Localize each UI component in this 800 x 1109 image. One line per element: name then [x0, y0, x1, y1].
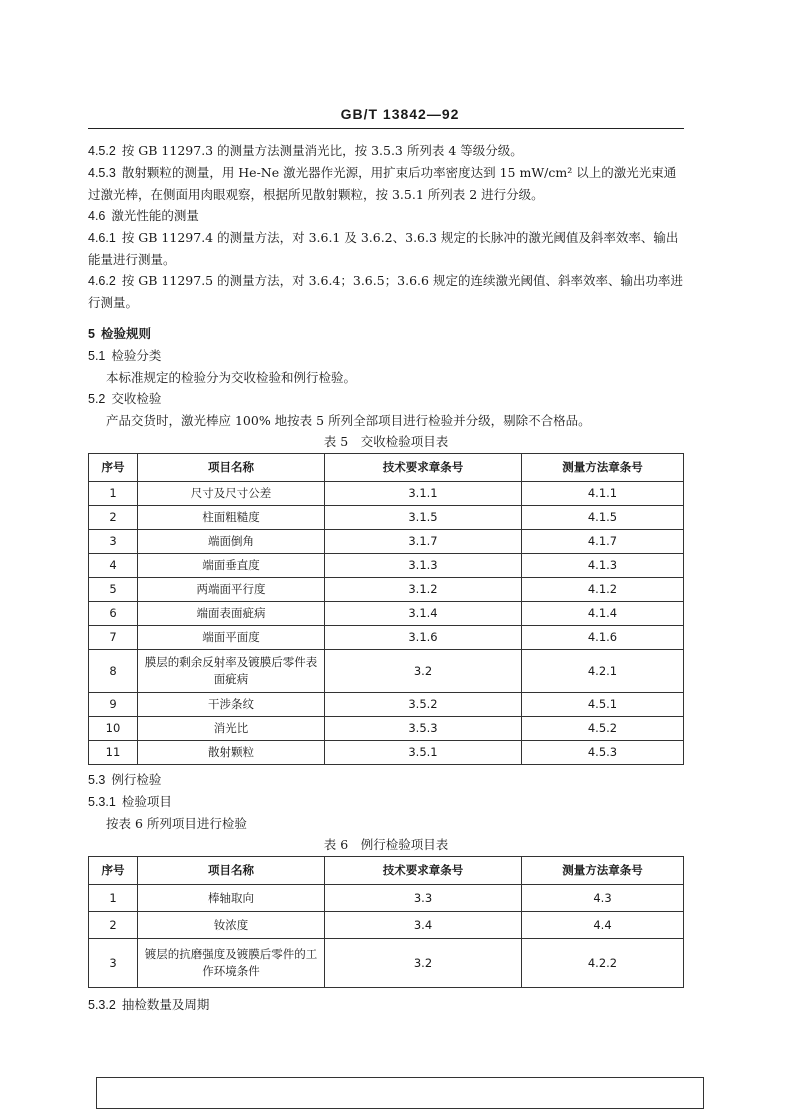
para-5-3-1-body: 按表 6 所列项目进行检验	[106, 816, 247, 831]
table6-caption: 表 6 例行检验项目表	[323, 837, 449, 852]
table-row: 11 散射颗粒 3.5.1 4.5.3	[89, 741, 684, 765]
table-row: 10 消光比 3.5.3 4.5.2	[89, 717, 684, 741]
table5-caption: 表 5 交收检验项目表	[323, 434, 449, 449]
table-row: 1 棒轴取向 3.3 4.3	[89, 885, 684, 912]
para-4-6-1: 4.6.1 按 GB 11297.4 的测量方法，对 3.6.1 及 3.6.2、3.6.3 规定的长脉冲的激光阈值及斜率效率、输出能量进行测量。	[88, 230, 679, 267]
table5	[88, 453, 684, 765]
standard-header: GB/T 13842—92	[340, 106, 460, 122]
table-row: 3 端面倒角 3.1.7 4.1.7	[89, 530, 684, 554]
para-5-2-body: 产品交货时，激光棒应 100% 地按表 5 所列全部项目进行检验并分级，剔除不合格品。	[106, 413, 591, 428]
heading-5-3: 5.3 例行检验	[88, 772, 162, 787]
para-4-5-3: 4.5.3 散射颗粒的测量，用 He-Ne 激光器作光源，用扩束后功率密度达到 15 mW/cm² 以上的激光光束通过激光棒，在侧面用肉眼观察，根据所见散射颗粒，按 3.5.1 所列表 2 进行分级。	[88, 165, 677, 202]
table-row: 8 膜层的剩余反射率及镀膜后零件表面疵病 3.2 4.2.1	[89, 650, 684, 693]
table5-header-cell: 序号	[89, 454, 138, 482]
heading-5-1: 5.1 检验分类	[88, 348, 162, 363]
section-5-heading: 5 检验规则	[88, 326, 151, 341]
table-row: 1 尺寸及尺寸公差 3.1.1 4.1.1	[89, 482, 684, 506]
para-4-6-2: 4.6.2 按 GB 11297.5 的测量方法，对 3.6.4；3.6.5；3.6.6 规定的连续激光阈值、斜率效率、输出功率进行测量。	[88, 273, 683, 310]
table-row: 2 柱面粗糙度 3.1.5 4.1.5	[89, 506, 684, 530]
footer-frame	[96, 1077, 704, 1109]
table-row: 9 干涉条纹 3.5.2 4.5.1	[89, 693, 684, 717]
table6-header-cell: 序号	[89, 857, 138, 885]
heading-4-6: 4.6 激光性能的测量	[88, 208, 199, 223]
table5-header-cell: 测量方法章条号	[522, 454, 684, 482]
table6-header-cell: 项目名称	[138, 857, 325, 885]
table-row: 5 两端面平行度 3.1.2 4.1.2	[89, 578, 684, 602]
header-rule	[88, 128, 684, 129]
heading-5-3-2: 5.3.2 抽检数量及周期	[88, 997, 210, 1012]
table-row: 3 镀层的抗磨强度及镀膜后零件的工作环境条件 3.2 4.2.2	[89, 939, 684, 988]
table6-header-cell: 测量方法章条号	[522, 857, 684, 885]
heading-5-2: 5.2 交收检验	[88, 391, 162, 406]
table-row: 4 端面垂直度 3.1.3 4.1.3	[89, 554, 684, 578]
table6	[88, 856, 684, 988]
table-row: 7 端面平面度 3.1.6 4.1.6	[89, 626, 684, 650]
page-content	[88, 140, 684, 1016]
table-row: 2 钕浓度 3.4 4.4	[89, 912, 684, 939]
para-5-1-body: 本标准规定的检验分为交收检验和例行检验。	[106, 370, 357, 385]
table6-header-cell: 技术要求章条号	[325, 857, 522, 885]
table5-header-cell: 项目名称	[138, 454, 325, 482]
table-row: 6 端面表面疵病 3.1.4 4.1.4	[89, 602, 684, 626]
heading-5-3-1: 5.3.1 检验项目	[88, 794, 172, 809]
para-4-5-2: 4.5.2 按 GB 11297.3 的测量方法测量消光比，按 3.5.3 所列表 4 等级分级。	[88, 143, 523, 158]
table5-header-cell: 技术要求章条号	[325, 454, 522, 482]
